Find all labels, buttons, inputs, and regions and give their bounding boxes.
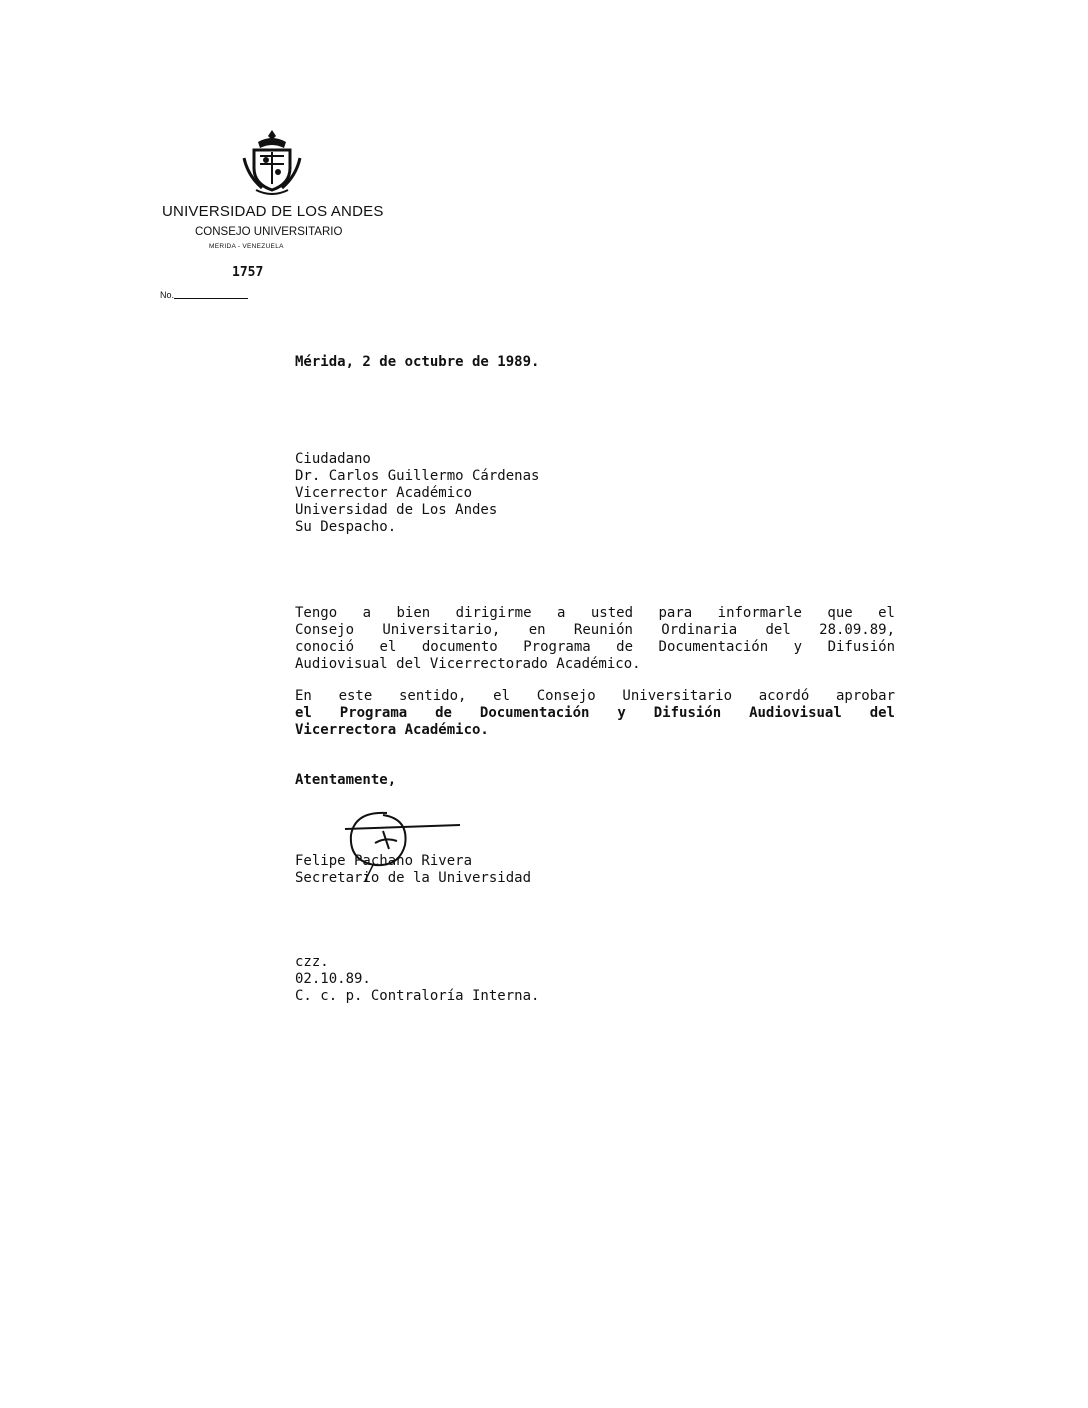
recipient-line: Dr. Carlos Guillermo Cárdenas (295, 468, 540, 484)
body-paragraph-2 (295, 688, 895, 739)
signatory-name: Felipe Pachano Rivera (295, 853, 473, 869)
letterhead-location: MERIDA - VENEZUELA (209, 243, 284, 250)
recipient-line: Vicerrector Académico (295, 485, 473, 501)
recipient-line: Universidad de Los Andes (295, 502, 498, 518)
reference-number-label: No. (160, 290, 175, 300)
reference-number: 1757 (232, 265, 264, 280)
paragraph-line: conoció el documento Programa de Documentación y Difusión (295, 639, 895, 655)
signatory-title: Secretario de la Universidad (295, 870, 532, 886)
footer-block (295, 954, 539, 1005)
reference-number-line (174, 298, 248, 299)
body-paragraph-1 (295, 605, 895, 673)
paragraph-line: Audiovisual del Vicerrectorado Académico. (295, 656, 641, 672)
paragraph-line: Tengo a bien dirigirme a usted para informarle que el (295, 605, 895, 621)
recipient-line: Ciudadano (295, 451, 371, 467)
letterhead-council: CONSEJO UNIVERSITARIO (195, 226, 343, 238)
letterhead-university: UNIVERSIDAD DE LOS ANDES (162, 203, 384, 220)
closing: Atentamente, (295, 772, 397, 788)
paragraph-line: En este sentido, el Consejo Universitario acordó aprobar (295, 688, 895, 704)
university-crest-icon (240, 128, 304, 196)
recipient-block (295, 451, 539, 536)
footer-initials: czz. (295, 954, 329, 970)
footer-copy: C. c. p. Contraloría Interna. (295, 988, 540, 1004)
paragraph-line: Consejo Universitario, en Reunión Ordinaria del 28.09.89, (295, 622, 895, 638)
letter-date: Mérida, 2 de octubre de 1989. (295, 354, 540, 370)
paragraph-line: el Programa de Documentación y Difusión Audiovisual del (295, 705, 895, 721)
footer-date: 02.10.89. (295, 971, 371, 987)
paragraph-line: Vicerrectora Académico. (295, 722, 489, 738)
recipient-line: Su Despacho. (295, 519, 397, 535)
